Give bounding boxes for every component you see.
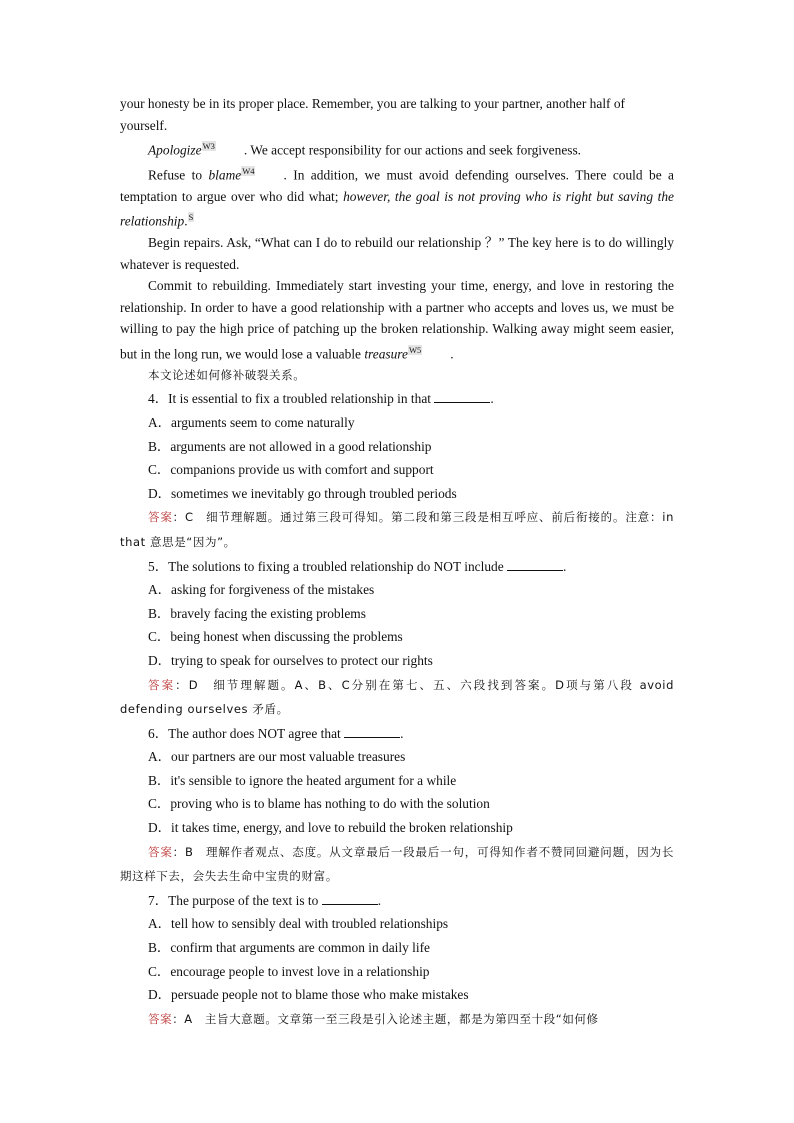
question-stem: 5．The solutions to fixing a troubled relationship do NOT include . (148, 558, 567, 574)
passage-paragraph-repairs: Begin repairs. Ask, “What can I do to rebuild our relationship ？” The key here is to do willingly whatever is requested. (120, 235, 674, 272)
answer-explanation (120, 673, 674, 722)
answer-label: 答案 (148, 677, 176, 692)
word-marker: W4 (242, 165, 255, 176)
passage-paragraph-apologize (120, 136, 674, 161)
option-d: D．it takes time, energy, and love to rebuild the broken relationship (148, 820, 513, 836)
passage-text: . In addition, we must avoid defending ourselves. There could be a temptation to argue over who did what; (120, 167, 675, 204)
passage-text: . (450, 346, 454, 362)
option-a: A．tell how to sensibly deal with troubled relationships (148, 916, 449, 932)
answer-blank (507, 559, 563, 571)
highlighted-word: treasure (364, 346, 408, 362)
answer-blank (434, 391, 490, 403)
passage-paragraph-honesty (120, 93, 674, 136)
option-c: C．companions provide us with comfort and support (148, 462, 434, 478)
passage-paragraph-commit (120, 275, 674, 364)
answer-blank (344, 726, 400, 738)
sentence-marker: S (188, 212, 194, 223)
option-b: B．confirm that arguments are common in daily life (148, 940, 431, 956)
answer-explanation (120, 1007, 674, 1032)
question-stem: 7．The purpose of the text is to . (148, 892, 382, 908)
question-block (120, 889, 674, 1032)
option-c: C．proving who is to blame has nothing to do with the solution (148, 796, 490, 812)
highlighted-word: blame (208, 167, 242, 183)
option-a: A．asking for forgiveness of the mistakes (148, 582, 375, 598)
passage-line: yourself. (120, 117, 168, 133)
key-sentence: however, the goal is not proving who is right but saving the relationship (120, 188, 674, 229)
answer-text: ：A 主旨大意题。文章第一至三段是引入论述主题，都是为第四至十段“如何修 (172, 1011, 599, 1026)
answer-explanation (120, 505, 674, 554)
question-block (120, 555, 674, 722)
question-block (120, 722, 674, 889)
option-c: C．encourage people to invest love in a relationship (148, 963, 430, 979)
option-d: D．persuade people not to blame those who make mistakes (148, 987, 469, 1003)
passage-paragraph-refuse (120, 161, 674, 232)
option-d: D．sometimes we inevitably go through troubled periods (148, 485, 457, 501)
answer-explanation (120, 840, 674, 889)
passage-text: Refuse to (148, 167, 209, 183)
option-b: B．arguments are not allowed in a good relationship (148, 438, 432, 454)
answer-label: 答案 (148, 1011, 173, 1026)
passage-summary: 本文论述如何修补破裂关系。 (148, 367, 306, 382)
question-stem: 4．It is essential to fix a troubled relationship in that . (148, 391, 494, 407)
highlighted-word: Apologize (148, 142, 202, 158)
question-stem: 6．The author does NOT agree that . (148, 725, 404, 741)
passage-text: . (184, 213, 188, 229)
word-marker: W5 (408, 344, 422, 355)
option-a: A．our partners are our most valuable treasures (148, 749, 406, 765)
passage-line: your honesty be in its proper place. Remember, you are talking to your partner, another half of (120, 96, 626, 111)
document-page (120, 93, 674, 1031)
question-block (120, 387, 674, 554)
option-b: B．bravely facing the existing problems (148, 605, 366, 621)
answer-text: ：B 理解作者观点、态度。从文章最后一段最后一句，可得知作者不赞同回避问题，因为长期这样下去，会失去生命中宝贵的财富。 (120, 844, 675, 884)
passage-text: . We accept responsibility for our actions and seek forgiveness. (243, 142, 582, 158)
option-d: D．trying to speak for ourselves to protect our rights (148, 652, 433, 668)
passage-text: Commit to rebuilding. Immediately start investing your time, energy, and love in restoring the relationship. In order to have a good relationship with a partner who accepts and loves us, we must be willing to pay the high price of patching up the broken relationship. Walking away might seem easier, but in the long run, we would lose a valuable (120, 278, 674, 362)
answer-label: 答案 (148, 510, 173, 525)
answer-text: ：C 细节理解题。通过第三段可得知。第二段和第三段是相互呼应、前后衔接的。注意：in that 意思是“因为”。 (120, 510, 674, 549)
option-a: A．arguments seem to come naturally (148, 414, 355, 430)
answer-text: ：D 细节理解题。A、B、C分别在第七、五、六段找到答案。D项与第八段 avoid defending ourselves 矛盾。 (120, 677, 674, 717)
option-b: B．it's sensible to ignore the heated argument for a while (148, 772, 457, 788)
word-marker: W3 (202, 141, 215, 151)
answer-label: 答案 (148, 844, 173, 859)
answer-blank (322, 893, 378, 905)
option-c: C．being honest when discussing the problems (148, 629, 403, 645)
